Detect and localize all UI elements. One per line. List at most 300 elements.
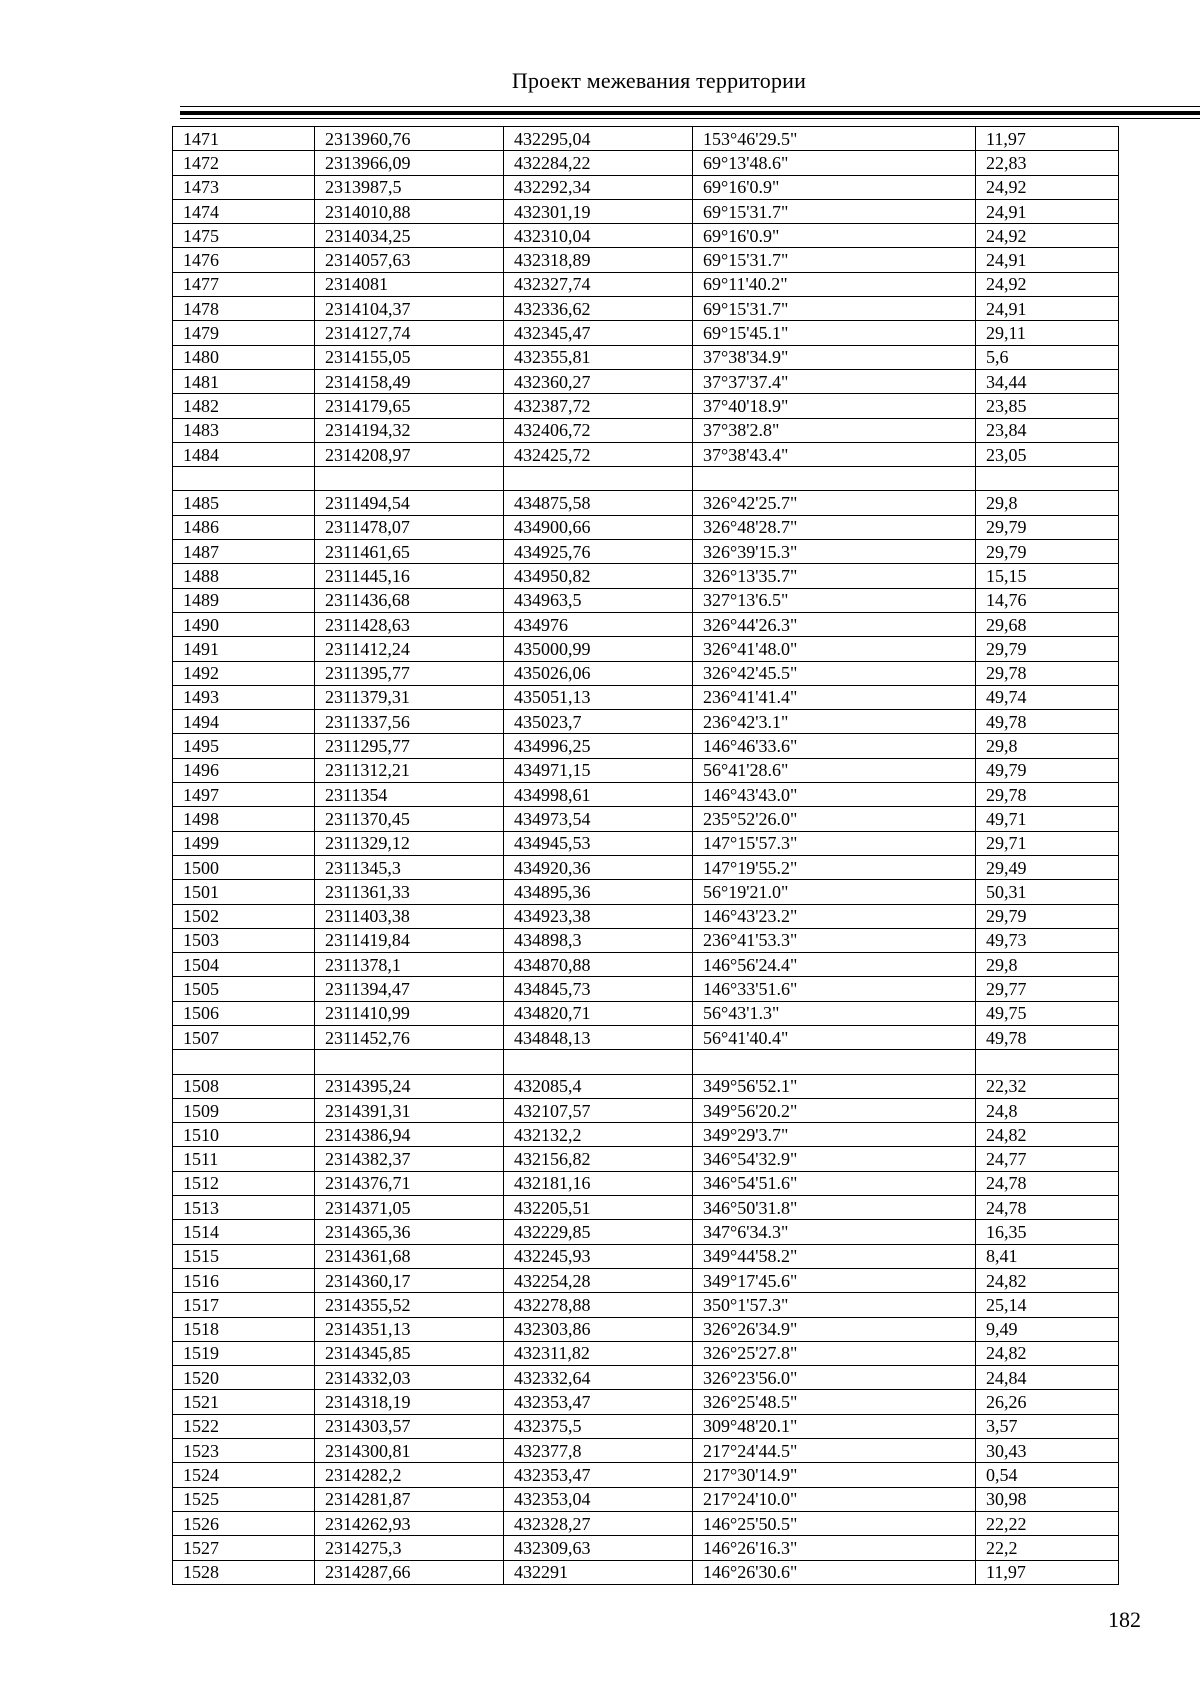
y-coordinate-cell: 435000,99 — [504, 637, 693, 661]
x-coordinate-cell: 2311419,84 — [315, 928, 504, 952]
point-number-cell: 1517 — [173, 1293, 315, 1317]
length-cell: 29,49 — [976, 855, 1119, 879]
direction-angle-cell: 326°23'56.0" — [693, 1366, 976, 1390]
y-coordinate-cell: 434976 — [504, 612, 693, 636]
point-number-cell: 1472 — [173, 151, 315, 175]
table-row — [173, 734, 1119, 758]
point-number-cell: 1471 — [173, 127, 315, 151]
y-coordinate-cell: 432377,8 — [504, 1439, 693, 1463]
direction-angle-cell: 146°56'24.4" — [693, 953, 976, 977]
x-coordinate-cell: 2314194,32 — [315, 418, 504, 442]
x-coordinate-cell: 2314282,2 — [315, 1463, 504, 1487]
direction-angle-cell: 326°25'48.5" — [693, 1390, 976, 1414]
table-row — [173, 151, 1119, 175]
y-coordinate-cell: 432336,62 — [504, 297, 693, 321]
direction-angle-cell: 236°42'3.1" — [693, 710, 976, 734]
direction-angle-cell: 349°44'58.2" — [693, 1244, 976, 1268]
length-cell: 29,78 — [976, 783, 1119, 807]
point-number-cell: 1526 — [173, 1511, 315, 1535]
direction-angle-cell: 326°13'35.7" — [693, 564, 976, 588]
table-row — [173, 515, 1119, 539]
table-row — [173, 127, 1119, 151]
length-cell: 15,15 — [976, 564, 1119, 588]
y-coordinate-cell — [504, 467, 693, 491]
point-number-cell: 1476 — [173, 248, 315, 272]
point-number-cell: 1485 — [173, 491, 315, 515]
y-coordinate-cell: 434973,54 — [504, 807, 693, 831]
point-number-cell: 1486 — [173, 515, 315, 539]
y-coordinate-cell: 434923,38 — [504, 904, 693, 928]
point-number-cell: 1478 — [173, 297, 315, 321]
x-coordinate-cell: 2314391,31 — [315, 1098, 504, 1122]
x-coordinate-cell: 2311494,54 — [315, 491, 504, 515]
direction-angle-cell: 146°26'30.6" — [693, 1560, 976, 1584]
point-number-cell: 1479 — [173, 321, 315, 345]
y-coordinate-cell: 432245,93 — [504, 1244, 693, 1268]
y-coordinate-cell: 432406,72 — [504, 418, 693, 442]
direction-angle-cell: 235°52'26.0" — [693, 807, 976, 831]
length-cell: 24,78 — [976, 1171, 1119, 1195]
direction-angle-cell: 326°42'25.7" — [693, 491, 976, 515]
length-cell: 24,91 — [976, 248, 1119, 272]
x-coordinate-cell: 2314318,19 — [315, 1390, 504, 1414]
x-coordinate-cell: 2314034,25 — [315, 224, 504, 248]
x-coordinate-cell: 2313960,76 — [315, 127, 504, 151]
table-row — [173, 1196, 1119, 1220]
x-coordinate-cell: 2313987,5 — [315, 175, 504, 199]
direction-angle-cell: 37°40'18.9" — [693, 394, 976, 418]
point-number-cell: 1521 — [173, 1390, 315, 1414]
y-coordinate-cell: 434845,73 — [504, 977, 693, 1001]
point-number-cell: 1523 — [173, 1439, 315, 1463]
direction-angle-cell: 326°41'48.0" — [693, 637, 976, 661]
x-coordinate-cell: 2314281,87 — [315, 1487, 504, 1511]
y-coordinate-cell: 434895,36 — [504, 880, 693, 904]
x-coordinate-cell: 2311461,65 — [315, 540, 504, 564]
point-number-cell: 1496 — [173, 758, 315, 782]
y-coordinate-cell: 434950,82 — [504, 564, 693, 588]
header-rule-top — [180, 106, 1200, 107]
table-row — [173, 758, 1119, 782]
x-coordinate-cell: 2311295,77 — [315, 734, 504, 758]
table-row — [173, 418, 1119, 442]
y-coordinate-cell: 432375,5 — [504, 1414, 693, 1438]
length-cell: 22,32 — [976, 1074, 1119, 1098]
table-row — [173, 394, 1119, 418]
length-cell: 16,35 — [976, 1220, 1119, 1244]
coordinates-table — [172, 126, 1119, 1585]
direction-angle-cell: 56°41'40.4" — [693, 1025, 976, 1049]
y-coordinate-cell: 432132,2 — [504, 1123, 693, 1147]
y-coordinate-cell: 432254,28 — [504, 1268, 693, 1292]
table-row — [173, 1560, 1119, 1584]
y-coordinate-cell: 432309,63 — [504, 1536, 693, 1560]
point-number-cell: 1499 — [173, 831, 315, 855]
direction-angle-cell: 146°26'16.3" — [693, 1536, 976, 1560]
length-cell: 30,98 — [976, 1487, 1119, 1511]
table-row — [173, 564, 1119, 588]
length-cell: 29,78 — [976, 661, 1119, 685]
length-cell: 49,71 — [976, 807, 1119, 831]
point-number-cell: 1493 — [173, 685, 315, 709]
table-row — [173, 637, 1119, 661]
x-coordinate-cell: 2314395,24 — [315, 1074, 504, 1098]
length-cell: 24,78 — [976, 1196, 1119, 1220]
table-row — [173, 1074, 1119, 1098]
table-row — [173, 1025, 1119, 1049]
x-coordinate-cell: 2314371,05 — [315, 1196, 504, 1220]
x-coordinate-cell — [315, 467, 504, 491]
y-coordinate-cell: 434898,3 — [504, 928, 693, 952]
point-number-cell: 1474 — [173, 199, 315, 223]
y-coordinate-cell: 435023,7 — [504, 710, 693, 734]
direction-angle-cell: 37°38'2.8" — [693, 418, 976, 442]
x-coordinate-cell: 2314104,37 — [315, 297, 504, 321]
point-number-cell: 1520 — [173, 1366, 315, 1390]
table-row — [173, 175, 1119, 199]
length-cell: 23,05 — [976, 442, 1119, 466]
direction-angle-cell: 349°17'45.6" — [693, 1268, 976, 1292]
table-row — [173, 783, 1119, 807]
point-number-cell: 1477 — [173, 272, 315, 296]
table-row — [173, 588, 1119, 612]
table-row — [173, 612, 1119, 636]
x-coordinate-cell — [315, 1050, 504, 1074]
point-number-cell: 1490 — [173, 612, 315, 636]
point-number-cell: 1500 — [173, 855, 315, 879]
x-coordinate-cell: 2314351,13 — [315, 1317, 504, 1341]
table-row — [173, 661, 1119, 685]
y-coordinate-cell: 432291 — [504, 1560, 693, 1584]
x-coordinate-cell: 2311361,33 — [315, 880, 504, 904]
length-cell — [976, 467, 1119, 491]
point-number-cell: 1483 — [173, 418, 315, 442]
length-cell: 26,26 — [976, 1390, 1119, 1414]
y-coordinate-cell: 432292,34 — [504, 175, 693, 199]
point-number-cell: 1514 — [173, 1220, 315, 1244]
point-number-cell: 1497 — [173, 783, 315, 807]
point-number-cell: 1515 — [173, 1244, 315, 1268]
table-row — [173, 1268, 1119, 1292]
table-row — [173, 807, 1119, 831]
x-coordinate-cell: 2311410,99 — [315, 1001, 504, 1025]
length-cell: 22,2 — [976, 1536, 1119, 1560]
y-coordinate-cell: 432311,82 — [504, 1341, 693, 1365]
table-row — [173, 321, 1119, 345]
y-coordinate-cell: 435051,13 — [504, 685, 693, 709]
x-coordinate-cell: 2311403,38 — [315, 904, 504, 928]
x-coordinate-cell: 2314262,93 — [315, 1511, 504, 1535]
y-coordinate-cell: 432295,04 — [504, 127, 693, 151]
table-row — [173, 1366, 1119, 1390]
direction-angle-cell: 153°46'29.5" — [693, 127, 976, 151]
point-number-cell: 1482 — [173, 394, 315, 418]
y-coordinate-cell: 434900,66 — [504, 515, 693, 539]
table-row — [173, 272, 1119, 296]
length-cell: 25,14 — [976, 1293, 1119, 1317]
x-coordinate-cell: 2314057,63 — [315, 248, 504, 272]
x-coordinate-cell: 2311452,76 — [315, 1025, 504, 1049]
x-coordinate-cell: 2313966,09 — [315, 151, 504, 175]
direction-angle-cell: 37°38'34.9" — [693, 345, 976, 369]
point-number-cell: 1502 — [173, 904, 315, 928]
length-cell: 11,97 — [976, 127, 1119, 151]
page-title: Проект межевания территории — [511, 68, 807, 93]
direction-angle-cell — [693, 1050, 976, 1074]
table-row — [173, 1244, 1119, 1268]
table-row — [173, 1001, 1119, 1025]
point-number-cell: 1481 — [173, 369, 315, 393]
x-coordinate-cell: 2314382,37 — [315, 1147, 504, 1171]
direction-angle-cell: 347°6'34.3" — [693, 1220, 976, 1244]
length-cell: 23,85 — [976, 394, 1119, 418]
y-coordinate-cell: 432284,22 — [504, 151, 693, 175]
point-number-cell: 1492 — [173, 661, 315, 685]
length-cell: 29,68 — [976, 612, 1119, 636]
x-coordinate-cell: 2311312,21 — [315, 758, 504, 782]
point-number-cell: 1503 — [173, 928, 315, 952]
y-coordinate-cell: 432345,47 — [504, 321, 693, 345]
length-cell: 29,79 — [976, 637, 1119, 661]
length-cell: 30,43 — [976, 1439, 1119, 1463]
x-coordinate-cell: 2314155,05 — [315, 345, 504, 369]
direction-angle-cell: 326°26'34.9" — [693, 1317, 976, 1341]
table-row — [173, 442, 1119, 466]
table-row — [173, 369, 1119, 393]
x-coordinate-cell: 2311354 — [315, 783, 504, 807]
table-row — [173, 1511, 1119, 1535]
direction-angle-cell: 69°15'31.7" — [693, 199, 976, 223]
y-coordinate-cell: 432278,88 — [504, 1293, 693, 1317]
table-row — [173, 1293, 1119, 1317]
y-coordinate-cell: 432353,04 — [504, 1487, 693, 1511]
length-cell: 49,78 — [976, 1025, 1119, 1049]
direction-angle-cell: 346°54'32.9" — [693, 1147, 976, 1171]
table-row — [173, 1171, 1119, 1195]
point-number-cell: 1513 — [173, 1196, 315, 1220]
point-number-cell: 1509 — [173, 1098, 315, 1122]
table-row — [173, 248, 1119, 272]
x-coordinate-cell: 2311370,45 — [315, 807, 504, 831]
y-coordinate-cell: 434945,53 — [504, 831, 693, 855]
point-number-cell: 1524 — [173, 1463, 315, 1487]
length-cell: 3,57 — [976, 1414, 1119, 1438]
x-coordinate-cell: 2311395,77 — [315, 661, 504, 685]
x-coordinate-cell: 2314158,49 — [315, 369, 504, 393]
point-number-cell: 1510 — [173, 1123, 315, 1147]
length-cell: 29,79 — [976, 904, 1119, 928]
x-coordinate-cell: 2311436,68 — [315, 588, 504, 612]
point-number-cell: 1504 — [173, 953, 315, 977]
direction-angle-cell: 326°39'15.3" — [693, 540, 976, 564]
length-cell: 29,8 — [976, 491, 1119, 515]
length-cell — [976, 1050, 1119, 1074]
length-cell: 49,78 — [976, 710, 1119, 734]
length-cell: 24,91 — [976, 297, 1119, 321]
y-coordinate-cell: 432360,27 — [504, 369, 693, 393]
point-number-cell: 1525 — [173, 1487, 315, 1511]
x-coordinate-cell: 2311428,63 — [315, 612, 504, 636]
direction-angle-cell: 69°15'31.7" — [693, 248, 976, 272]
y-coordinate-cell: 432353,47 — [504, 1390, 693, 1414]
table-row — [173, 1463, 1119, 1487]
length-cell: 24,92 — [976, 272, 1119, 296]
direction-angle-cell: 147°15'57.3" — [693, 831, 976, 855]
y-coordinate-cell — [504, 1050, 693, 1074]
table-row — [173, 491, 1119, 515]
point-number-cell: 1527 — [173, 1536, 315, 1560]
x-coordinate-cell: 2311329,12 — [315, 831, 504, 855]
table-row — [173, 345, 1119, 369]
length-cell: 29,79 — [976, 540, 1119, 564]
y-coordinate-cell: 435026,06 — [504, 661, 693, 685]
length-cell: 24,92 — [976, 224, 1119, 248]
x-coordinate-cell: 2314355,52 — [315, 1293, 504, 1317]
x-coordinate-cell: 2314287,66 — [315, 1560, 504, 1584]
point-number-cell: 1488 — [173, 564, 315, 588]
direction-angle-cell: 56°19'21.0" — [693, 880, 976, 904]
table-row — [173, 831, 1119, 855]
y-coordinate-cell: 432327,74 — [504, 272, 693, 296]
table-row — [173, 953, 1119, 977]
y-coordinate-cell: 434998,61 — [504, 783, 693, 807]
point-number-cell: 1519 — [173, 1341, 315, 1365]
point-number-cell: 1487 — [173, 540, 315, 564]
point-number-cell: 1480 — [173, 345, 315, 369]
length-cell: 8,41 — [976, 1244, 1119, 1268]
direction-angle-cell: 69°16'0.9" — [693, 224, 976, 248]
direction-angle-cell: 37°37'37.4" — [693, 369, 976, 393]
point-number-cell: 1506 — [173, 1001, 315, 1025]
direction-angle-cell: 69°11'40.2" — [693, 272, 976, 296]
point-number-cell: 1473 — [173, 175, 315, 199]
y-coordinate-cell: 434920,36 — [504, 855, 693, 879]
x-coordinate-cell: 2314360,17 — [315, 1268, 504, 1292]
length-cell: 49,79 — [976, 758, 1119, 782]
length-cell: 24,82 — [976, 1341, 1119, 1365]
y-coordinate-cell: 434925,76 — [504, 540, 693, 564]
length-cell: 23,84 — [976, 418, 1119, 442]
table-row — [173, 1487, 1119, 1511]
y-coordinate-cell: 432156,82 — [504, 1147, 693, 1171]
table-row — [173, 1220, 1119, 1244]
y-coordinate-cell: 432353,47 — [504, 1463, 693, 1487]
x-coordinate-cell: 2314332,03 — [315, 1366, 504, 1390]
x-coordinate-cell: 2314361,68 — [315, 1244, 504, 1268]
x-coordinate-cell: 2314345,85 — [315, 1341, 504, 1365]
x-coordinate-cell: 2314275,3 — [315, 1536, 504, 1560]
table-row — [173, 224, 1119, 248]
length-cell: 22,22 — [976, 1511, 1119, 1535]
y-coordinate-cell: 432085,4 — [504, 1074, 693, 1098]
length-cell: 29,79 — [976, 515, 1119, 539]
length-cell: 5,6 — [976, 345, 1119, 369]
y-coordinate-cell: 432387,72 — [504, 394, 693, 418]
x-coordinate-cell: 2311478,07 — [315, 515, 504, 539]
x-coordinate-cell: 2314300,81 — [315, 1439, 504, 1463]
table-row — [173, 1536, 1119, 1560]
table-row — [173, 1414, 1119, 1438]
direction-angle-cell: 69°15'45.1" — [693, 321, 976, 345]
direction-angle-cell: 146°43'23.2" — [693, 904, 976, 928]
length-cell: 49,75 — [976, 1001, 1119, 1025]
table-row — [173, 540, 1119, 564]
y-coordinate-cell: 434820,71 — [504, 1001, 693, 1025]
separator-row — [173, 1050, 1119, 1074]
direction-angle-cell: 69°16'0.9" — [693, 175, 976, 199]
direction-angle-cell: 326°25'27.8" — [693, 1341, 976, 1365]
table-row — [173, 1341, 1119, 1365]
point-number-cell — [173, 1050, 315, 1074]
direction-angle-cell: 217°30'14.9" — [693, 1463, 976, 1487]
length-cell: 24,92 — [976, 175, 1119, 199]
x-coordinate-cell: 2311412,24 — [315, 637, 504, 661]
y-coordinate-cell: 432107,57 — [504, 1098, 693, 1122]
y-coordinate-cell: 432355,81 — [504, 345, 693, 369]
direction-angle-cell: 309°48'20.1" — [693, 1414, 976, 1438]
length-cell: 29,11 — [976, 321, 1119, 345]
table-row — [173, 977, 1119, 1001]
direction-angle-cell: 350°1'57.3" — [693, 1293, 976, 1317]
table-row — [173, 710, 1119, 734]
x-coordinate-cell: 2311394,47 — [315, 977, 504, 1001]
x-coordinate-cell: 2314127,74 — [315, 321, 504, 345]
table-row — [173, 1147, 1119, 1171]
x-coordinate-cell: 2314081 — [315, 272, 504, 296]
direction-angle-cell: 326°48'28.7" — [693, 515, 976, 539]
x-coordinate-cell: 2314303,57 — [315, 1414, 504, 1438]
y-coordinate-cell: 434963,5 — [504, 588, 693, 612]
table-row — [173, 685, 1119, 709]
y-coordinate-cell: 432425,72 — [504, 442, 693, 466]
point-number-cell: 1491 — [173, 637, 315, 661]
table-row — [173, 1123, 1119, 1147]
direction-angle-cell: 349°29'3.7" — [693, 1123, 976, 1147]
length-cell: 24,77 — [976, 1147, 1119, 1171]
length-cell: 29,77 — [976, 977, 1119, 1001]
direction-angle-cell: 56°43'1.3" — [693, 1001, 976, 1025]
direction-angle-cell: 217°24'44.5" — [693, 1439, 976, 1463]
direction-angle-cell: 146°43'43.0" — [693, 783, 976, 807]
direction-angle-cell: 147°19'55.2" — [693, 855, 976, 879]
point-number-cell: 1498 — [173, 807, 315, 831]
direction-angle-cell: 349°56'52.1" — [693, 1074, 976, 1098]
table-row — [173, 1439, 1119, 1463]
y-coordinate-cell: 432181,16 — [504, 1171, 693, 1195]
direction-angle-cell: 69°15'31.7" — [693, 297, 976, 321]
direction-angle-cell: 349°56'20.2" — [693, 1098, 976, 1122]
table-row — [173, 1390, 1119, 1414]
length-cell: 49,74 — [976, 685, 1119, 709]
table-row — [173, 928, 1119, 952]
length-cell: 22,83 — [976, 151, 1119, 175]
table-row — [173, 199, 1119, 223]
separator-row — [173, 467, 1119, 491]
x-coordinate-cell: 2314376,71 — [315, 1171, 504, 1195]
direction-angle-cell: 236°41'41.4" — [693, 685, 976, 709]
coordinates-table-body — [173, 127, 1119, 1585]
y-coordinate-cell: 432301,19 — [504, 199, 693, 223]
x-coordinate-cell: 2314208,97 — [315, 442, 504, 466]
y-coordinate-cell: 432332,64 — [504, 1366, 693, 1390]
point-number-cell: 1489 — [173, 588, 315, 612]
length-cell: 29,71 — [976, 831, 1119, 855]
y-coordinate-cell: 432229,85 — [504, 1220, 693, 1244]
point-number-cell: 1475 — [173, 224, 315, 248]
x-coordinate-cell: 2314010,88 — [315, 199, 504, 223]
y-coordinate-cell: 432328,27 — [504, 1511, 693, 1535]
direction-angle-cell: 346°50'31.8" — [693, 1196, 976, 1220]
